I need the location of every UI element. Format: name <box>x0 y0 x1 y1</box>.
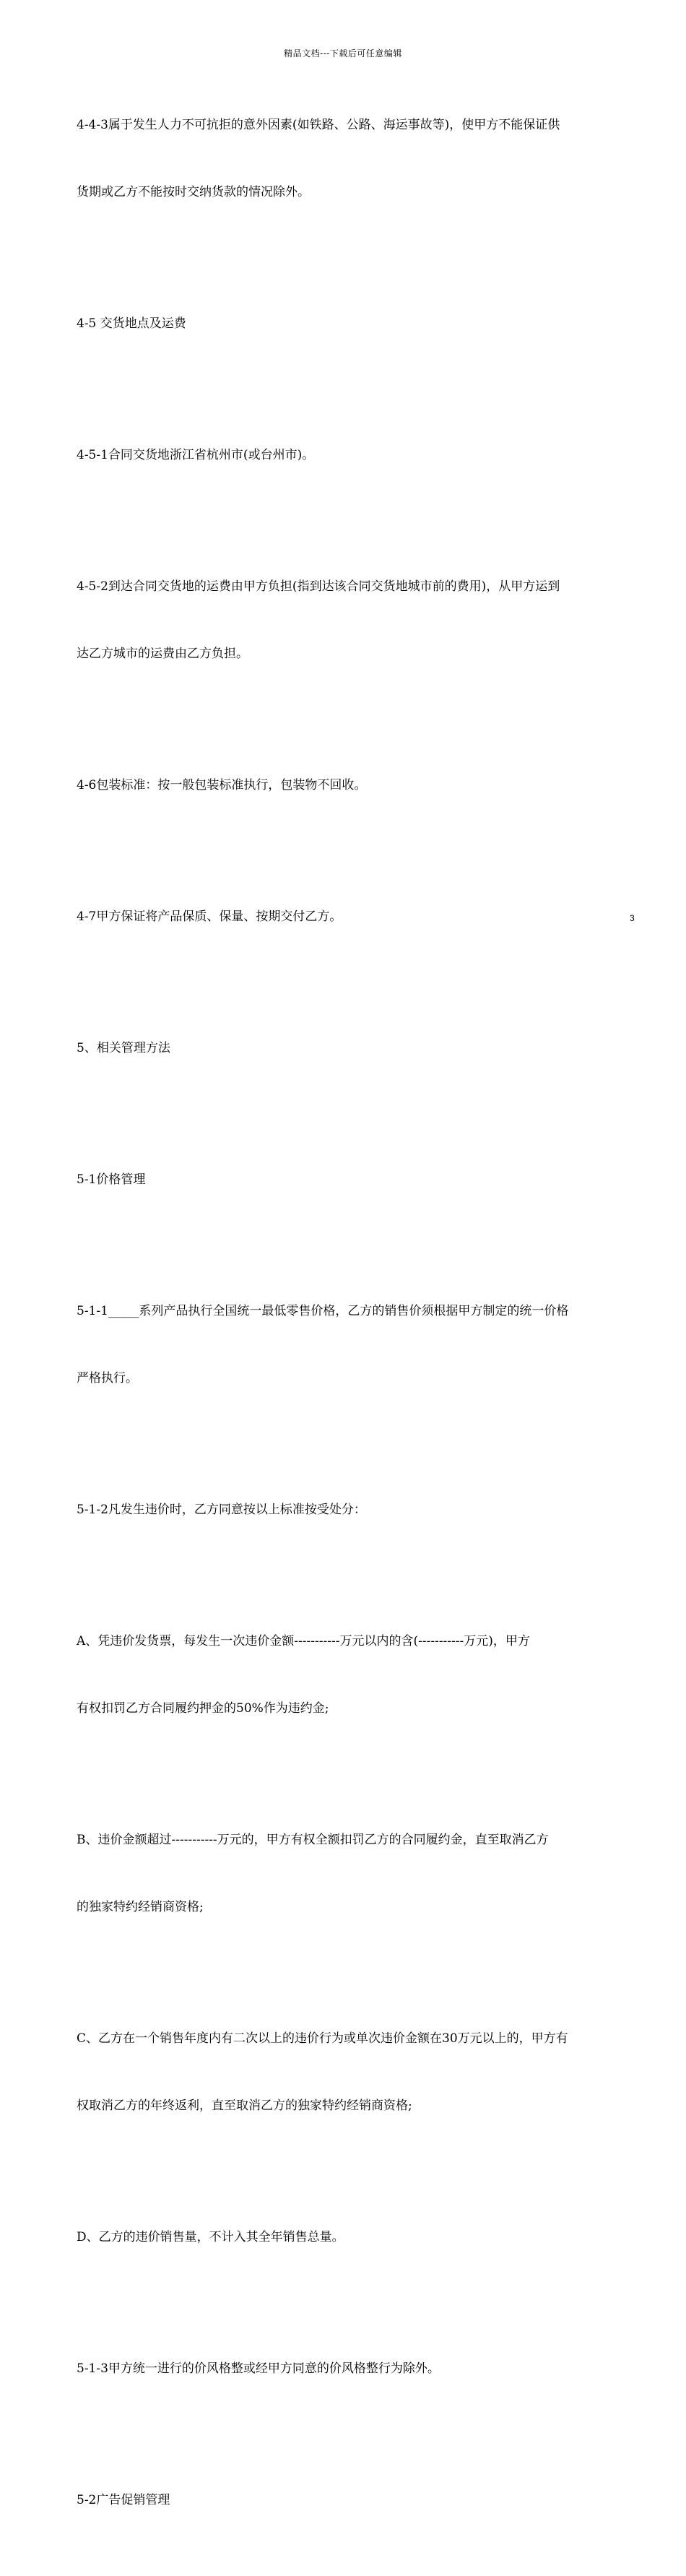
paragraph-line: D、乙方的违价销售量，不计入其全年销售总量。 <box>77 2230 344 2244</box>
page-number: 3 <box>630 913 635 923</box>
heading-4-5 <box>77 268 637 380</box>
document-body <box>77 69 637 2576</box>
paragraph-line: A、凭违价发货票，每发生一次违价金额-----------万元以内的含(-----------万元)，甲方 <box>77 1634 530 1648</box>
paragraph-4-5-2 <box>77 531 637 710</box>
paragraph-4-7 <box>77 861 637 973</box>
paragraph-line: 4-4-3属于发生人力不可抗拒的意外因素(如铁路、公路、海运事故等)，使甲方不能保证供 <box>77 118 560 132</box>
paragraph-line: 权取消乙方的年终返利，直至取消乙方的独家特约经销商资格; <box>77 2099 412 2113</box>
paragraph-5-1-3 <box>77 2313 637 2425</box>
paragraph-5-1-2 <box>77 1454 637 1566</box>
paragraph-line: 有权扣罚乙方合同履约押金的50%作为违约金; <box>77 1701 329 1716</box>
paragraph-4-6 <box>77 730 637 842</box>
paragraph-line: 4-6包装标准：按一般包装标准执行，包装物不回收。 <box>77 778 367 792</box>
paragraph-line: C、乙方在一个销售年度内有二次以上的违价行为或单次违价金额在30万元以上的，甲方有 <box>77 2031 568 2046</box>
page-header: 精品文档---下载后可任意编辑 <box>284 48 402 59</box>
paragraph-line: B、违价金额超过-----------万元的，甲方有权全额扣罚乙方的合同履约金，直至取消乙方 <box>77 1833 549 1847</box>
paragraph-line: 5-2广告促销管理 <box>77 2493 170 2507</box>
paragraph-4-4-3 <box>77 69 637 248</box>
paragraph-line: 5-1-1_____系列产品执行全国统一最低零售价格，乙方的销售价须根据甲方制定的统一价格 <box>77 1304 569 1318</box>
paragraph-4-5-1 <box>77 399 637 511</box>
paragraph-line: 4-5-1合同交货地浙江省杭州市(或台州市)。 <box>77 448 315 462</box>
paragraph-line: 5、相关管理方法 <box>77 1041 170 1055</box>
heading-5-1 <box>77 1124 637 1236</box>
paragraph-line: 严格执行。 <box>77 1371 138 1386</box>
paragraph-line: 达乙方城市的运费由乙方负担。 <box>77 647 248 661</box>
heading-5 <box>77 993 637 1105</box>
paragraph-line: 4-7甲方保证将产品保质、保量、按期交付乙方。 <box>77 909 342 924</box>
paragraph-line: 4-5-2到达合同交货地的运费由甲方负担(指到达该合同交货地城市前的费用)，从甲方运到 <box>77 579 560 594</box>
paragraph-line: 的独家特约经销商资格; <box>77 1900 204 1914</box>
paragraph-line: 4-5 交货地点及运费 <box>77 316 186 331</box>
clause-c <box>77 1983 637 2162</box>
paragraph-line: 货期或乙方不能按时交纳货款的情况除外。 <box>77 185 310 199</box>
paragraph-line: 5-1价格管理 <box>77 1172 146 1187</box>
paragraph-line: 5-1-3甲方统一进行的价风格整或经甲方同意的价风格整行为除外。 <box>77 2361 440 2376</box>
paragraph-line: 5-1-2凡发生违价时，乙方同意按以上标准按受处分： <box>77 1503 366 1517</box>
clause-a <box>77 1586 637 1765</box>
clause-b <box>77 1784 637 1963</box>
clause-d <box>77 2182 637 2294</box>
heading-5-2 <box>77 2445 637 2556</box>
paragraph-5-1-1 <box>77 1255 637 1435</box>
